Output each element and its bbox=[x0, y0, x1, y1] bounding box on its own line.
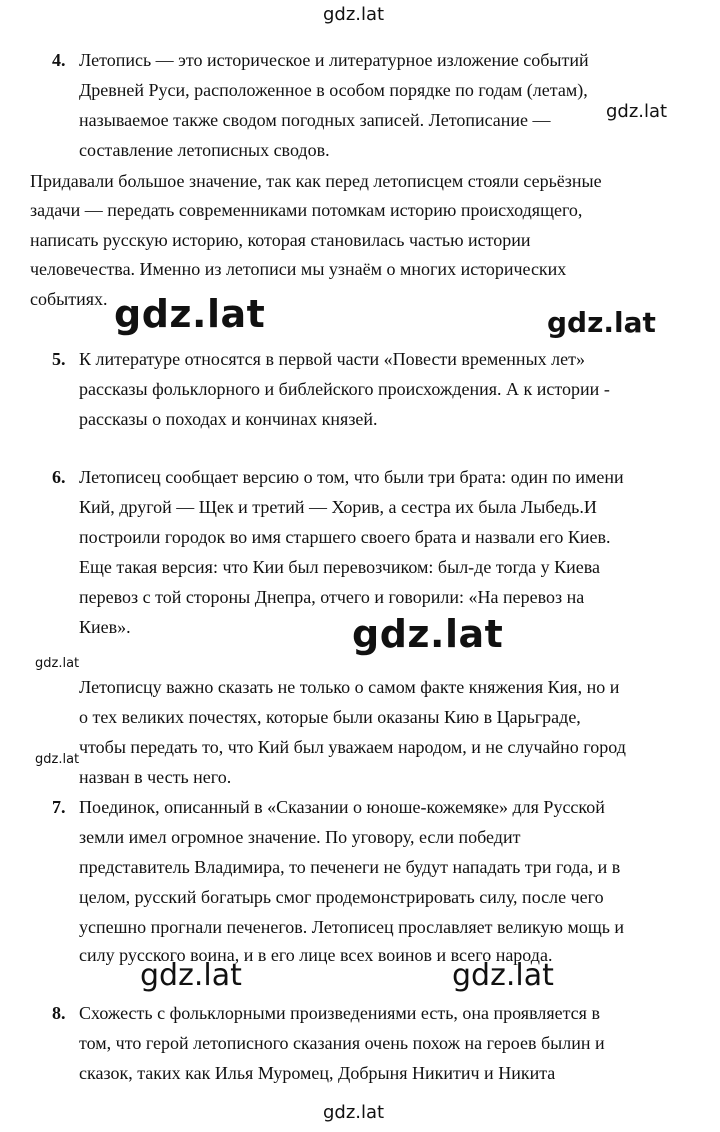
p4b-line-4: человечества. Именно из летописи мы узнаём о многих исторических bbox=[30, 259, 567, 279]
p5-line-1: К литературе относятся в первой части «Повести временных лет» bbox=[79, 349, 585, 369]
watermark-left-small-2: gdz.lat bbox=[35, 752, 80, 767]
p7-line-1: Поединок, описанный в «Сказании о юноше-кожемяке» для Русской bbox=[79, 797, 605, 817]
item-number-5: 5. bbox=[52, 349, 66, 369]
watermark-mid-right: gdz.lat bbox=[452, 958, 554, 993]
p4-line-3: называемое также сводом погодных записей. Летописание — bbox=[79, 110, 551, 130]
p7-line-6: силу русского воина, и в его лице всех воинов и всего народа. bbox=[79, 945, 553, 965]
item-number-8: 8. bbox=[52, 1003, 66, 1023]
p6b-line-4: назван в честь него. bbox=[79, 767, 232, 787]
watermark-top: gdz.lat bbox=[323, 4, 385, 25]
watermark-bottom: gdz.lat bbox=[323, 1102, 385, 1123]
item-number-7: 7. bbox=[52, 797, 66, 817]
p4b-line-5: событиях. bbox=[30, 289, 108, 309]
item-number-4: 4. bbox=[52, 50, 66, 70]
p8-line-1: Схожесть с фольклорными произведениями есть, она проявляется в bbox=[79, 1003, 600, 1023]
p4b-line-3: написать русскую историю, которая становилась частью истории bbox=[30, 230, 531, 250]
p6-line-4: Еще такая версия: что Кии был перевозчиком: был-де тогда у Киева bbox=[79, 557, 600, 577]
p6-line-1: Летописец сообщает версию о том, что были три брата: один по имени bbox=[79, 467, 624, 487]
p7-line-2: земли имел огромное значение. По уговору, если победит bbox=[79, 827, 521, 847]
p6-line-5: перевоз с той стороны Днепра, отчего и говорили: «На перевоз на bbox=[79, 587, 585, 607]
p6b-line-3: чтобы передать то, что Кий был уважаем народом, и не случайно город bbox=[79, 737, 626, 757]
watermark-left-small-1: gdz.lat bbox=[35, 656, 80, 671]
p6-line-3: построили городок во имя старшего своего брата и назвали его Киев. bbox=[79, 527, 611, 547]
watermark-right-para4: gdz.lat bbox=[606, 101, 668, 122]
p6-line-2: Кий, другой — Щек и третий — Хорив, а сестра их была Лыбедь.И bbox=[79, 497, 597, 517]
watermark-center: gdz.lat bbox=[352, 612, 504, 656]
p4b-line-2: задачи — передать современниками потомкам историю происходящего, bbox=[30, 200, 583, 220]
p4b-line-1: Придавали большое значение, так как перед летописцем стояли серьёзные bbox=[30, 171, 602, 191]
item-number-6: 6. bbox=[52, 467, 66, 487]
p4-line-4: составление летописных сводов. bbox=[79, 140, 330, 160]
p6-line-6: Киев». bbox=[79, 617, 131, 637]
p4-line-2: Древней Руси, расположенное в особом порядке по годам (летам), bbox=[79, 80, 588, 100]
p8-line-3: сказок, таких как Илья Муромец, Добрыня Никитич и Никита bbox=[79, 1063, 556, 1083]
p4-line-1: Летопись — это историческое и литературное изложение событий bbox=[79, 50, 589, 70]
p6b-line-2: о тех великих почестях, которые были оказаны Кию в Царьграде, bbox=[79, 707, 581, 727]
p5-line-3: рассказы о походах и кончинах князей. bbox=[79, 409, 378, 429]
p7-line-4: целом, русский богатырь смог продемонстрировать силу, после чего bbox=[79, 887, 604, 907]
p7-line-3: представитель Владимира, то печенеги не будут нападать три года, и в bbox=[79, 857, 621, 877]
watermark-big-right: gdz.lat bbox=[547, 306, 656, 339]
p6b-line-1: Летописцу важно сказать не только о самом факте княжения Кия, но и bbox=[79, 677, 620, 697]
watermark-mid-left: gdz.lat bbox=[140, 958, 242, 993]
p7-line-5: успешно прогнали печенегов. Летописец прославляет великую мощь и bbox=[79, 917, 625, 937]
p8-line-2: том, что герой летописного сказания очень похож на героев былин и bbox=[79, 1033, 605, 1053]
p5-line-2: рассказы фольклорного и библейского происхождения. А к истории - bbox=[79, 379, 610, 399]
watermark-big-left: gdz.lat bbox=[114, 292, 266, 336]
